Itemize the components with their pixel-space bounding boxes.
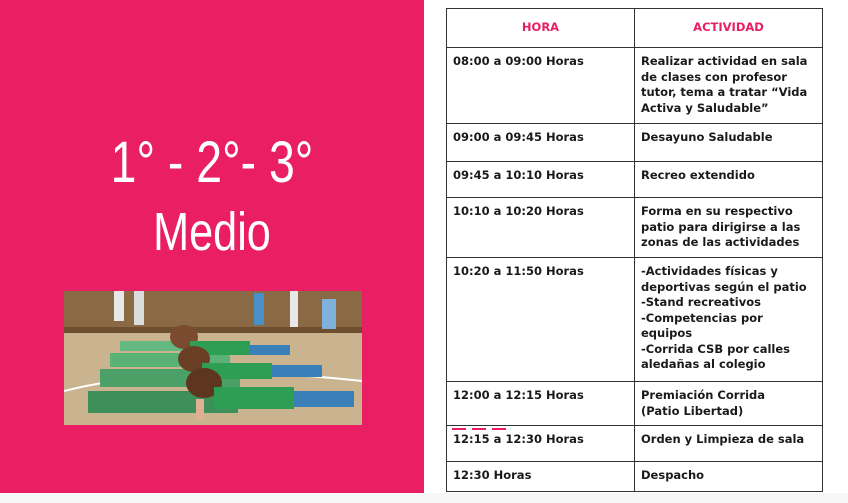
header-hora: HORA xyxy=(447,9,635,48)
cell-actividad-text: Premiación Corrida (Patio Libertad) xyxy=(641,388,766,418)
cell-actividad xyxy=(635,426,823,462)
cell-hora-text: 10:20 a 11:50 Horas xyxy=(453,264,584,278)
cell-actividad-text: Despacho xyxy=(641,468,705,482)
table-row xyxy=(447,48,823,124)
cell-hora xyxy=(447,382,635,426)
cell-hora xyxy=(447,48,635,124)
cell-actividad xyxy=(635,124,823,162)
cell-hora-text: 12:15 a 12:30 Horas xyxy=(453,432,584,446)
cell-hora-text: 10:10 a 10:20 Horas xyxy=(453,204,584,218)
cell-actividad xyxy=(635,48,823,124)
cell-actividad-text: Recreo extendido xyxy=(641,168,755,182)
cell-actividad-text: -Actividades físicas y deportivas según el patio -Stand recreativos -Competencias por equipos -Corrida CSB por calles aledañas al colegio xyxy=(641,264,807,371)
table-header-row xyxy=(447,9,823,48)
cell-hora xyxy=(447,124,635,162)
grade-subtitle: Medio xyxy=(153,202,271,262)
cell-actividad-text: Forma en su respectivo patio para dirigirse a las zonas de las actividades xyxy=(641,204,801,249)
table-row xyxy=(447,124,823,162)
cell-hora xyxy=(447,462,635,492)
cell-actividad-text: Desayuno Saludable xyxy=(641,130,773,144)
table-row xyxy=(447,162,823,198)
cell-actividad-text: Realizar actividad en sala de clases con profesor tutor, tema a tratar “Vida Activa y Saludable” xyxy=(641,54,808,115)
cell-hora-text: 09:00 a 09:45 Horas xyxy=(453,130,584,144)
bottom-edge xyxy=(0,493,848,503)
decorative-dashes xyxy=(452,428,520,432)
cell-actividad xyxy=(635,462,823,492)
cell-hora-text: 09:45 a 10:10 Horas xyxy=(453,168,584,182)
cell-hora xyxy=(447,258,635,382)
cell-actividad xyxy=(635,258,823,382)
cell-hora-text: 12:00 a 12:15 Horas xyxy=(453,388,584,402)
cell-hora xyxy=(447,198,635,258)
cell-actividad xyxy=(635,382,823,426)
table-row xyxy=(447,382,823,426)
cell-hora xyxy=(447,162,635,198)
students-exercising-photo xyxy=(64,291,362,425)
cell-actividad-text: Orden y Limpieza de sala xyxy=(641,432,805,446)
cell-hora-text: 12:30 Horas xyxy=(453,468,532,482)
schedule-table xyxy=(446,8,823,492)
left-panel xyxy=(0,0,424,493)
header-actividad: ACTIVIDAD xyxy=(635,9,823,48)
grade-title: 1° - 2°- 3° xyxy=(110,130,314,195)
cell-hora-text: 08:00 a 09:00 Horas xyxy=(453,54,584,68)
table-row xyxy=(447,258,823,382)
cell-actividad xyxy=(635,198,823,258)
table-row xyxy=(447,198,823,258)
table-row xyxy=(447,462,823,492)
cell-actividad xyxy=(635,162,823,198)
